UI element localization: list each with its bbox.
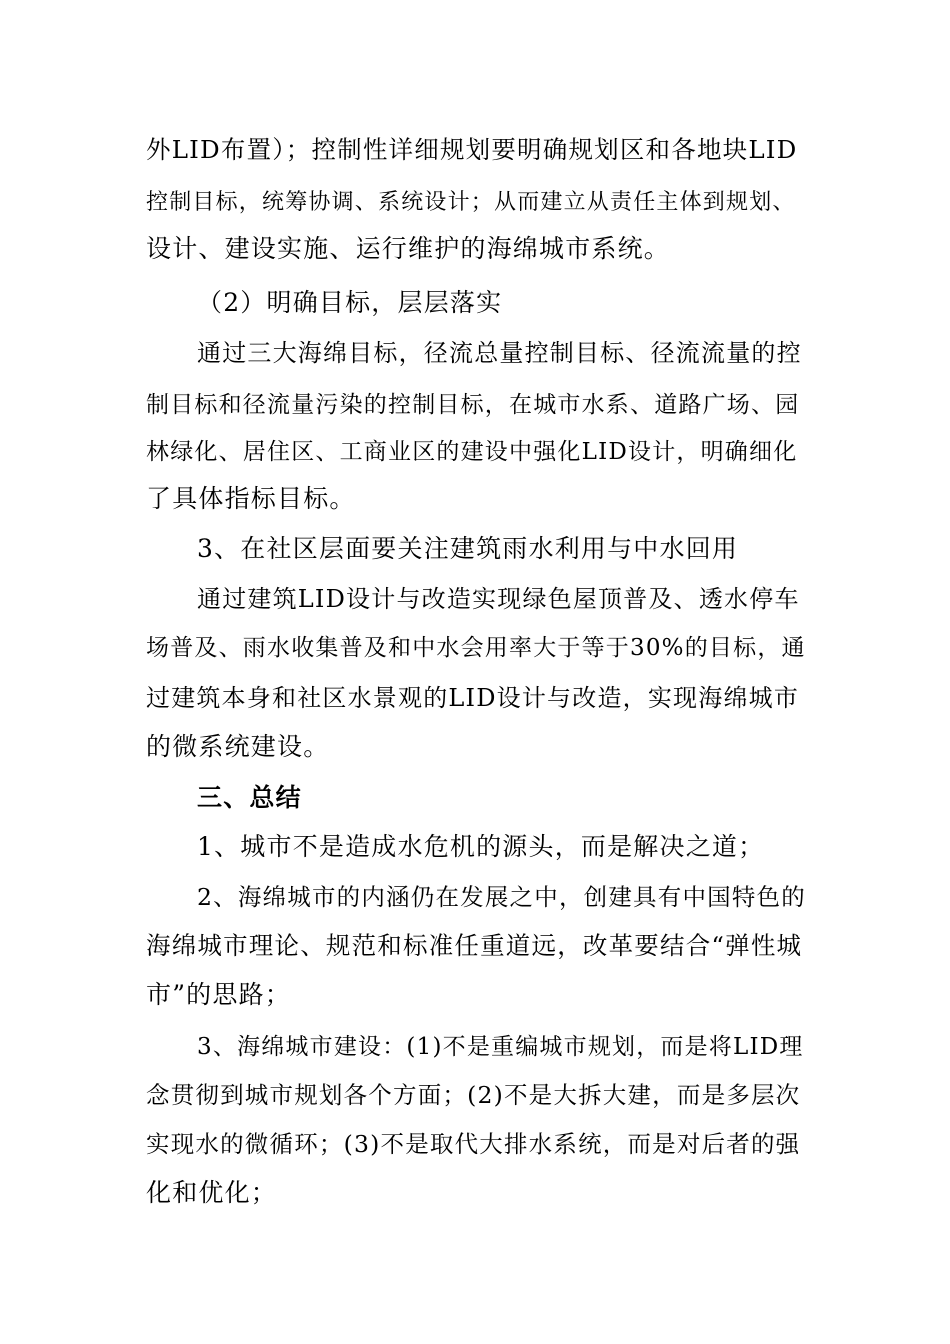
section-subheading: （2）明确目标，层层落实	[197, 288, 503, 317]
paragraph-line: 海绵城市理论、规范和标准任重道远，改革要结合“弹性城	[146, 931, 803, 960]
list-item: 2、海绵城市的内涵仍在发展之中，创建具有中国特色的	[197, 883, 806, 911]
paragraph-line: 化和优化；	[146, 1178, 278, 1207]
paragraph-line: 场普及、雨水收集普及和中水会用率大于等于30%的目标，通	[146, 635, 806, 661]
paragraph-line: 通过三大海绵目标，径流总量控制目标、径流流量的控	[197, 339, 802, 367]
list-item: 1、城市不是造成水危机的源头，而是解决之道；	[197, 832, 765, 861]
paragraph-line: 了具体指标目标。	[146, 484, 356, 513]
paragraph-line: 外LID布置）；控制性详细规划要明确规划区和各地块LID	[146, 135, 798, 164]
paragraph-line: 通过建筑LID设计与改造实现绿色屋顶普及、透水停车	[197, 585, 800, 613]
paragraph-line: 制目标和径流量污染的控制目标，在城市水系、道路广场、园	[146, 392, 800, 418]
paragraph-line: 林绿化、居住区、工商业区的建设中强化LID设计，明确细化	[146, 439, 798, 465]
section-subheading: 3、在社区层面要关注建筑雨水利用与中水回用	[197, 534, 739, 563]
paragraph-line: 的微系统建设。	[146, 732, 330, 761]
paragraph-line: 设计、建设实施、运行维护的海绵城市系统。	[146, 234, 671, 263]
paragraph-line: 实现水的微循环；(3)不是取代大排水系统，而是对后者的强	[146, 1130, 801, 1158]
section-heading: 三、总结	[197, 783, 302, 812]
paragraph-line: 市”的思路；	[146, 980, 291, 1009]
paragraph-line: 念贯彻到城市规划各个方面；(2)不是大拆大建，而是多层次	[146, 1081, 801, 1109]
paragraph-line: 过建筑本身和社区水景观的LID设计与改造，实现海绵城市	[146, 684, 800, 712]
paragraph-line: 控制目标，统筹协调、系统设计；从而建立从责任主体到规划、	[146, 190, 796, 215]
list-item: 3、海绵城市建设：(1)不是重编城市规划，而是将LID理	[197, 1034, 804, 1060]
